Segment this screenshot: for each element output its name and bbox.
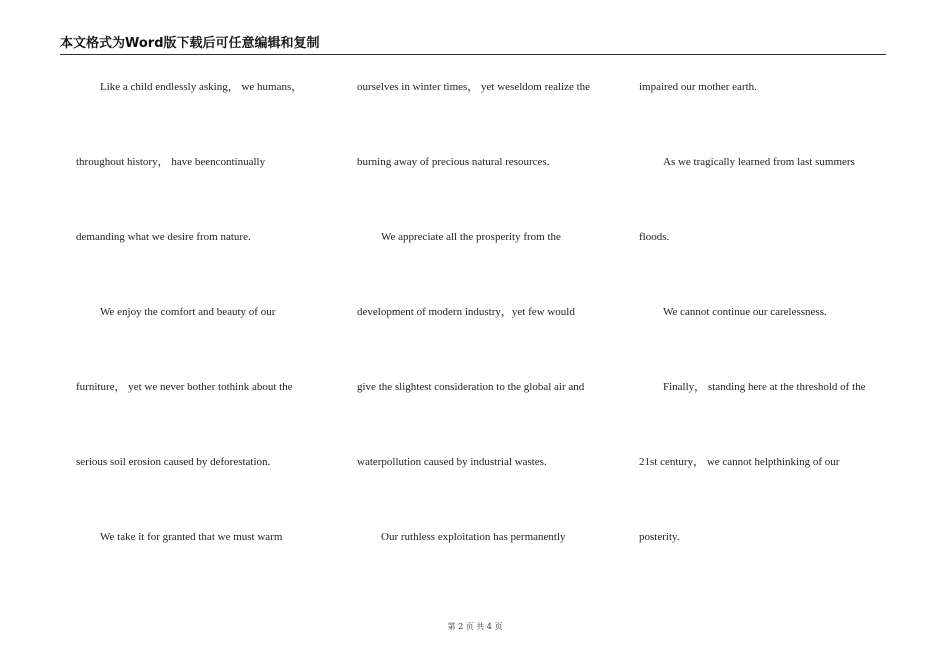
- text-line: burning away of precious natural resources.: [357, 156, 550, 168]
- text-line: posterity.: [639, 531, 680, 543]
- text-line: We cannot continue our carelessness.: [663, 306, 827, 318]
- text-line: ourselves in winter times， yet weseldom realize the: [357, 81, 591, 93]
- text-line: give the slightest consideration to the global air and: [357, 381, 585, 393]
- text-line: We enjoy the comfort and beauty of our: [100, 306, 276, 318]
- text-line: 21st century， we cannot helpthinking of our: [639, 456, 840, 468]
- text-line: Our ruthless exploitation has permanently: [381, 531, 566, 543]
- text-line: throughout history， have beencontinually: [76, 156, 266, 168]
- text-line: We take it for granted that we must warm: [100, 531, 283, 543]
- text-line: As we tragically learned from last summers: [663, 156, 855, 168]
- document-header: [60, 36, 886, 55]
- text-line: floods.: [639, 231, 670, 243]
- text-line: impaired our mother earth.: [639, 81, 757, 93]
- text-line: demanding what we desire from nature.: [76, 231, 251, 243]
- page-number-footer: 第 2 页 共 4 页: [447, 622, 503, 631]
- text-line: We appreciate all the prosperity from the: [381, 231, 561, 243]
- text-line: waterpollution caused by industrial wastes.: [357, 456, 547, 468]
- text-line: development of modern industry，yet few would: [357, 306, 575, 318]
- text-line: furniture， yet we never bother tothink about the: [76, 381, 293, 393]
- text-line: Finally， standing here at the threshold of the: [663, 381, 866, 393]
- text-line: serious soil erosion caused by deforestation.: [76, 456, 271, 468]
- header-title: 本文格式为Word版下载后可任意编辑和复制: [60, 36, 320, 51]
- text-line: Like a child endlessly asking， we humans，: [100, 81, 303, 93]
